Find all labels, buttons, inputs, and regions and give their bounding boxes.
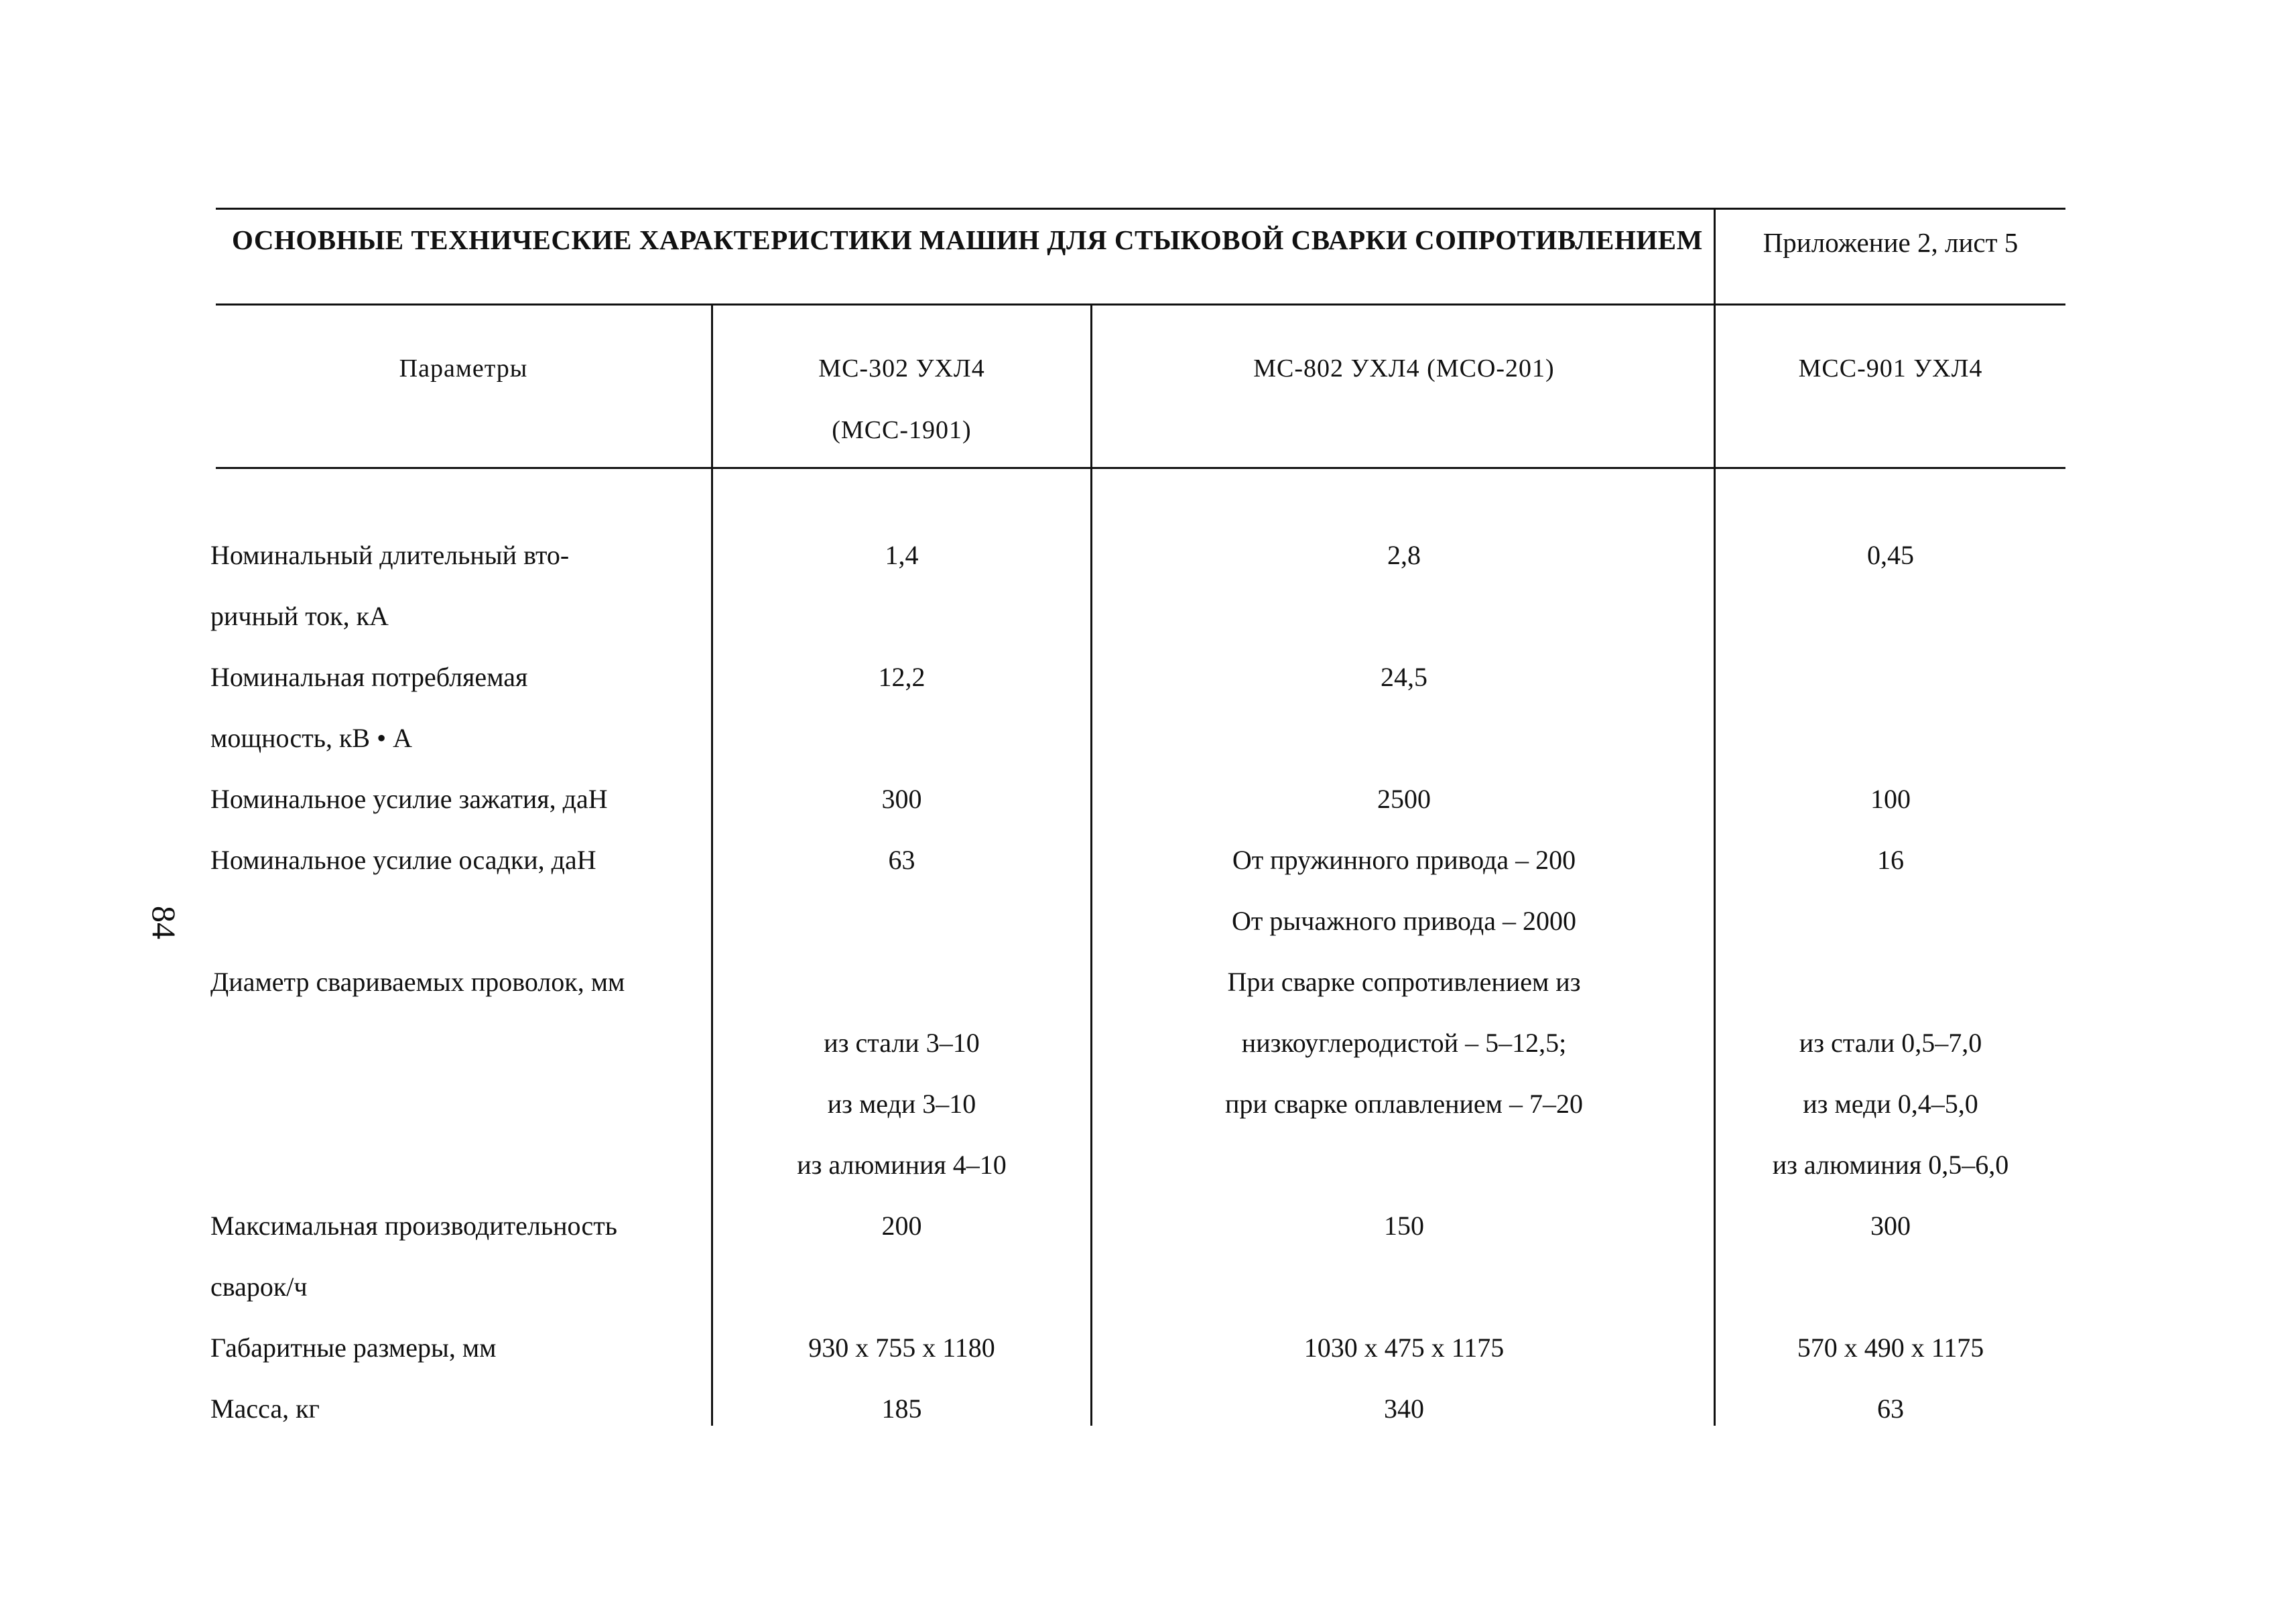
machine-3-cell: из стали 0,5–7,0 — [1799, 1028, 1982, 1058]
machine-2-cell — [1092, 707, 1716, 768]
machine-2-cell: низкоуглеродистой – 5–12,5; — [1241, 1028, 1567, 1058]
machine-1-cell: 930 х 755 х 1180 — [808, 1333, 995, 1363]
machine-2-cell: 2500 — [1377, 784, 1431, 814]
machine-3-cell: 100 — [1870, 784, 1911, 814]
machine-1-cell: из стали 3–10 — [824, 1028, 980, 1058]
machine-1-cell — [712, 707, 1091, 768]
machine-2-cell: При сварке сопротивлением из — [1227, 967, 1581, 997]
header-bottom-rule — [216, 303, 2065, 306]
param-cell: Диаметр свариваемых проволок, мм — [210, 967, 625, 997]
machine-2-cell: при сварке оплавлением – 7–20 — [1225, 1089, 1583, 1119]
machine-2-cell: От пружинного привода – 200 — [1232, 845, 1576, 875]
machine-1-cell — [712, 951, 1091, 1012]
machine-2-cell: 340 — [1384, 1394, 1424, 1424]
machine-3-cell — [1716, 707, 2065, 768]
param-cell: Номинальный длительный вто- — [210, 540, 570, 570]
param-cell: Масса, кг — [210, 1394, 320, 1424]
column-header-machine-1-line-1: МС-302 УХЛ4 — [818, 354, 985, 383]
column-header-machine-2: МС-802 УХЛ4 (МСО-201) — [1253, 354, 1555, 383]
machine-1-cell: 200 — [881, 1211, 922, 1241]
machine-2-cell: 1030 х 475 х 1175 — [1303, 1333, 1505, 1363]
param-cell: ричный ток, кА — [210, 601, 389, 631]
machine-3-cell: 16 — [1877, 845, 1904, 875]
column-header-bottom-rule — [216, 467, 2065, 469]
machine-3-cell — [1716, 647, 2065, 707]
column-header-params: Параметры — [399, 354, 528, 383]
table-top-rule — [216, 208, 2065, 210]
machine-3-cell: 0,45 — [1867, 540, 1914, 570]
machine-2-cell — [1092, 586, 1716, 647]
page-number: 84 — [145, 906, 183, 939]
param-cell: мощность, кВ • А — [210, 723, 412, 753]
machine-1-cell — [712, 586, 1091, 647]
machine-1-cell: из алюминия 4–10 — [797, 1150, 1007, 1180]
machine-1-cell: 185 — [881, 1394, 922, 1424]
machine-1-cell: 300 — [881, 784, 922, 814]
machine-3-cell: 570 х 490 х 1175 — [1797, 1333, 1984, 1363]
machine-2-cell — [1092, 1256, 1716, 1317]
machine-2-cell: От рычажного привода – 2000 — [1232, 906, 1576, 936]
param-cell: Максимальная производительность — [210, 1211, 617, 1241]
machine-3-cell: 63 — [1877, 1394, 1904, 1424]
param-cell: Номинальная потребляемая — [210, 662, 528, 692]
machine-1-cell: 63 — [888, 845, 915, 875]
machine-1-cell — [712, 1256, 1091, 1317]
table-title: ОСНОВНЫЕ ТЕХНИЧЕСКИЕ ХАРАКТЕРИСТИКИ МАШИН ДЛЯ СТЫКОВОЙ СВАРКИ СОПРОТИВЛЕНИЕМ — [232, 224, 1703, 255]
machine-1-cell: 1,4 — [885, 540, 919, 570]
machine-2-cell: 150 — [1384, 1211, 1424, 1241]
machine-3-cell — [1716, 890, 2065, 951]
machine-1-cell: из меди 3–10 — [827, 1089, 976, 1119]
machine-1-cell — [712, 890, 1091, 951]
machine-3-cell — [1716, 586, 2065, 647]
machine-2-cell — [1092, 1134, 1716, 1195]
param-cell: Номинальное усилие осадки, даН — [210, 845, 596, 875]
machine-3-cell: из меди 0,4–5,0 — [1803, 1089, 1978, 1119]
machine-2-cell: 2,8 — [1387, 540, 1421, 570]
machine-1-cell: 12,2 — [878, 662, 926, 692]
machine-2-cell: 24,5 — [1381, 662, 1427, 692]
machine-3-cell — [1716, 951, 2065, 1012]
param-cell: Номинальное усилие зажатия, даН — [210, 784, 608, 814]
appendix-label: Приложение 2, лист 5 — [1763, 227, 2019, 258]
machine-3-cell: 300 — [1870, 1211, 1911, 1241]
column-header-machine-1-line-2: (МСС-1901) — [832, 416, 972, 444]
column-header-machine-3: МСС-901 УХЛ4 — [1798, 354, 1983, 383]
param-cell: Габаритные размеры, мм — [210, 1333, 497, 1363]
machine-3-cell: из алюминия 0,5–6,0 — [1772, 1150, 2009, 1180]
machine-3-cell — [1716, 1256, 2065, 1317]
param-cell: сварок/ч — [210, 1272, 308, 1302]
